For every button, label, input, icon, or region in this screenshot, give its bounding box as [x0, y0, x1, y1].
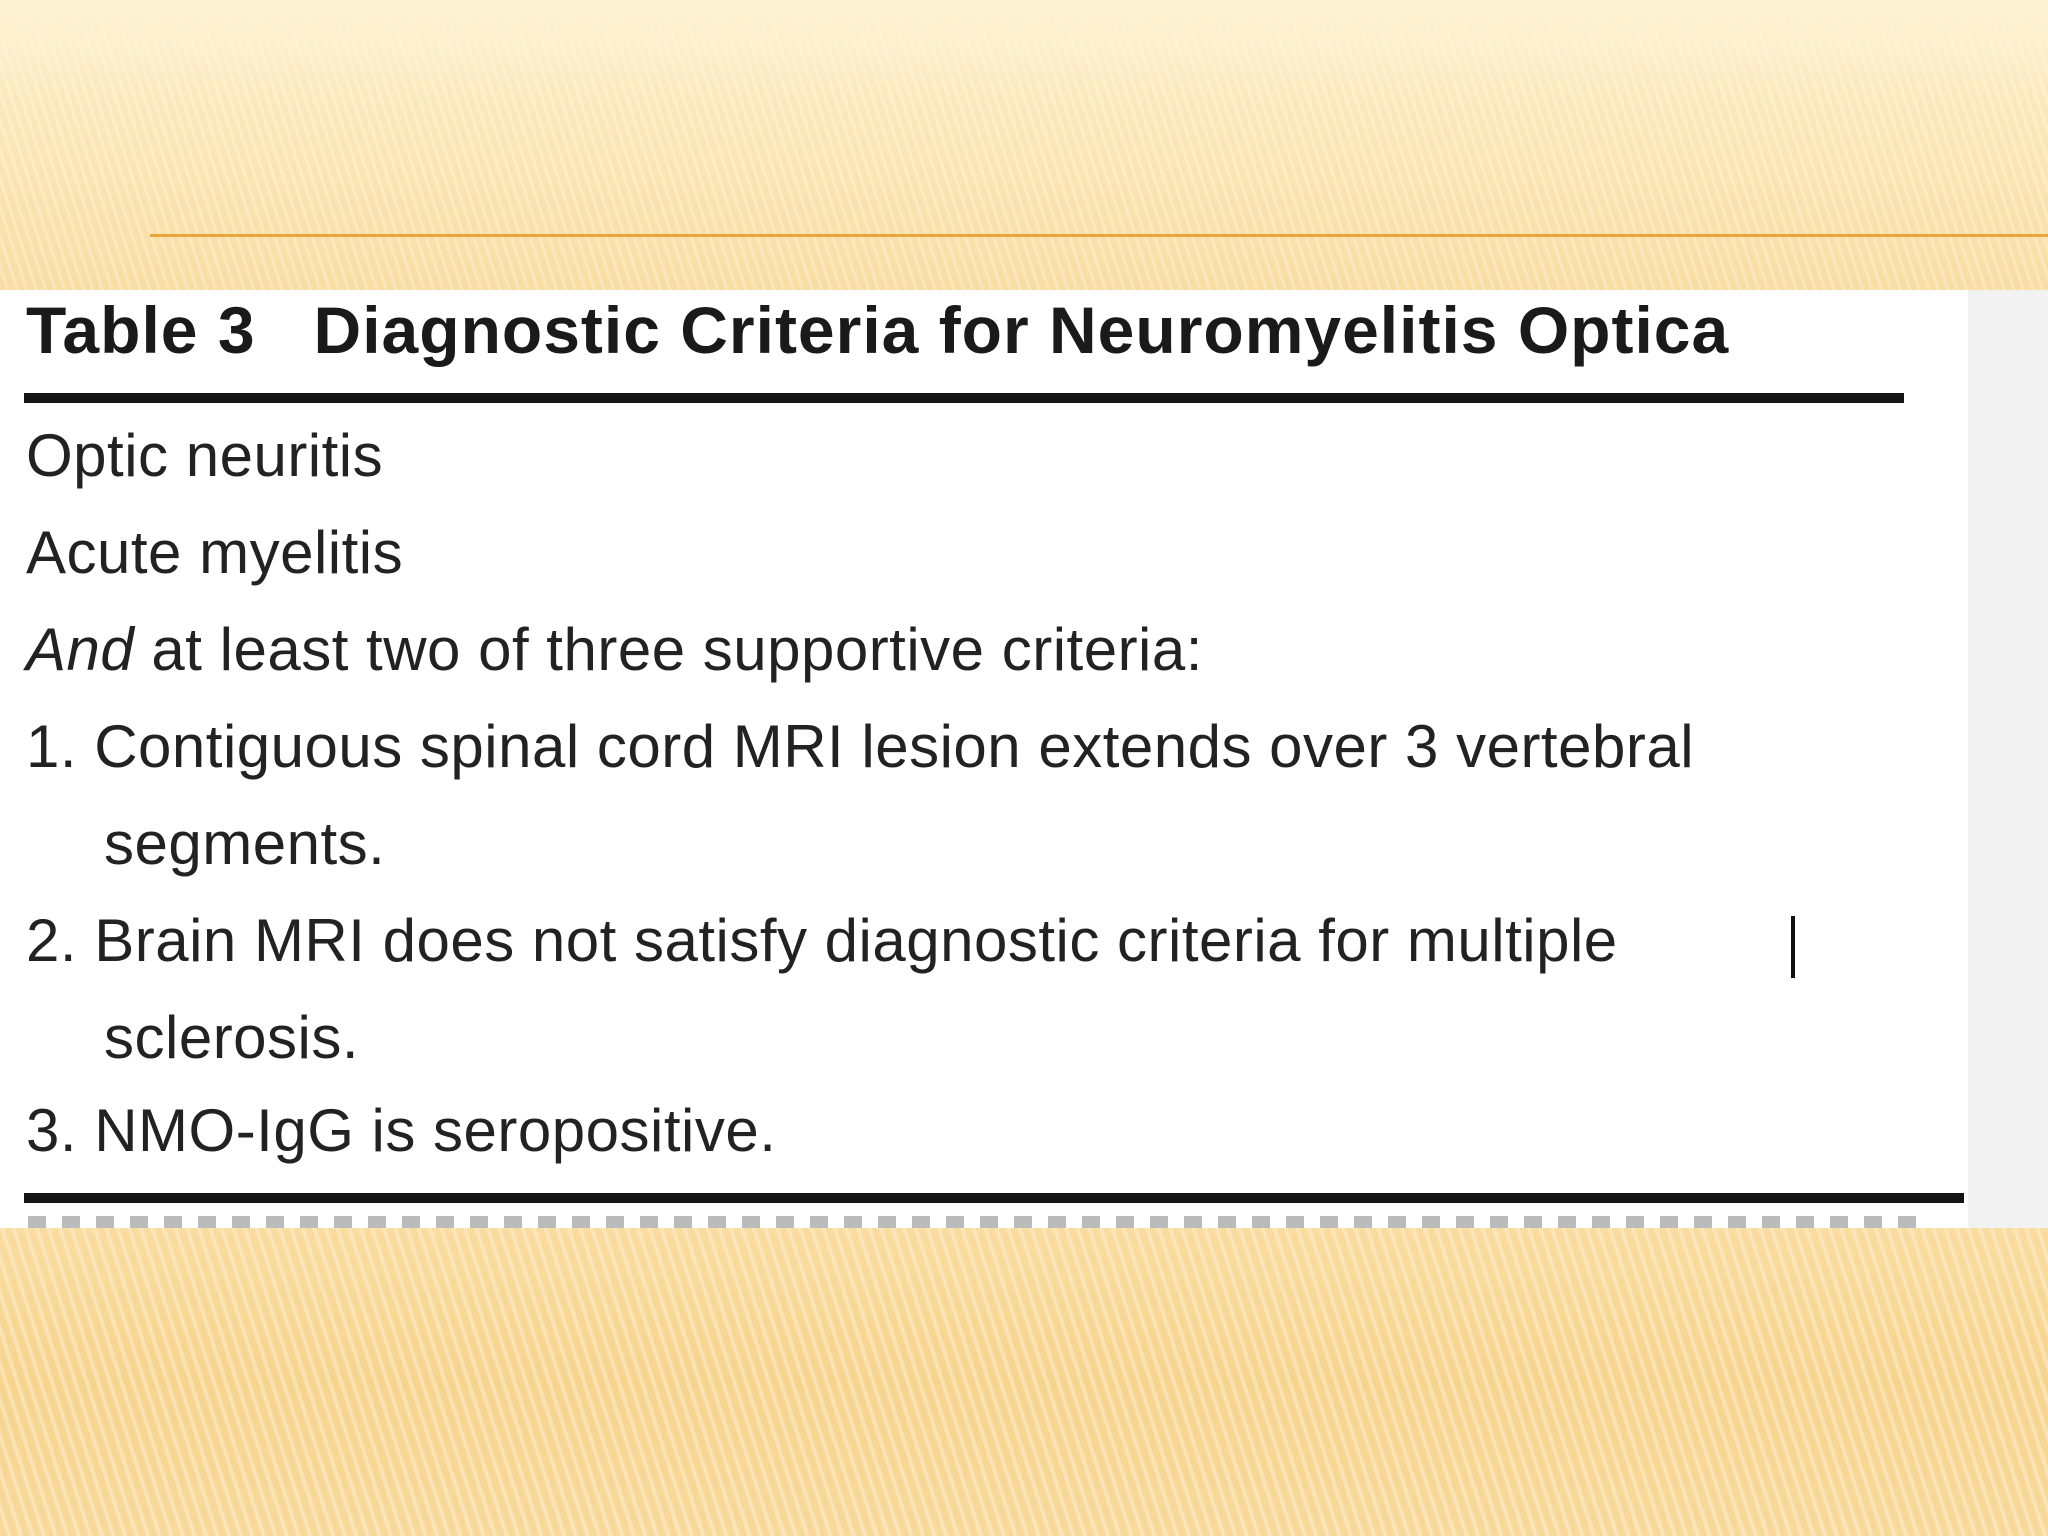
supportive-criteria-intro	[26, 615, 1203, 684]
supportive-criterion-2-continued: sclerosis.	[104, 1004, 360, 1071]
table-heading: Diagnostic Criteria for Neuromyelitis Optica	[313, 293, 1730, 367]
criterion-acute-myelitis: Acute myelitis	[26, 519, 404, 586]
supportive-criterion-1: 1. Contiguous spinal cord MRI lesion extends over 3 vertebral	[26, 713, 1695, 780]
table-top-rule	[24, 393, 1904, 403]
image-margin	[1968, 290, 2048, 1228]
slide-title-area	[0, 0, 2048, 290]
cropped-footnote	[28, 1216, 1928, 1228]
title-divider	[150, 234, 2048, 237]
supportive-criterion-2: 2. Brain MRI does not satisfy diagnostic criteria for multiple	[26, 907, 1618, 974]
slide-footer-area	[0, 1228, 2048, 1536]
supportive-prefix: And	[26, 616, 135, 683]
supportive-text: at least two of three supportive criteria:	[134, 616, 1203, 683]
table-number: Table 3	[26, 293, 256, 367]
supportive-criterion-3: 3. NMO-IgG is seropositive.	[26, 1097, 777, 1164]
text-cursor	[1791, 916, 1795, 978]
criterion-optic-neuritis: Optic neuritis	[26, 422, 384, 489]
supportive-criterion-1-continued: segments.	[104, 810, 386, 877]
table-bottom-rule	[24, 1193, 1964, 1203]
table-title	[26, 292, 1729, 368]
